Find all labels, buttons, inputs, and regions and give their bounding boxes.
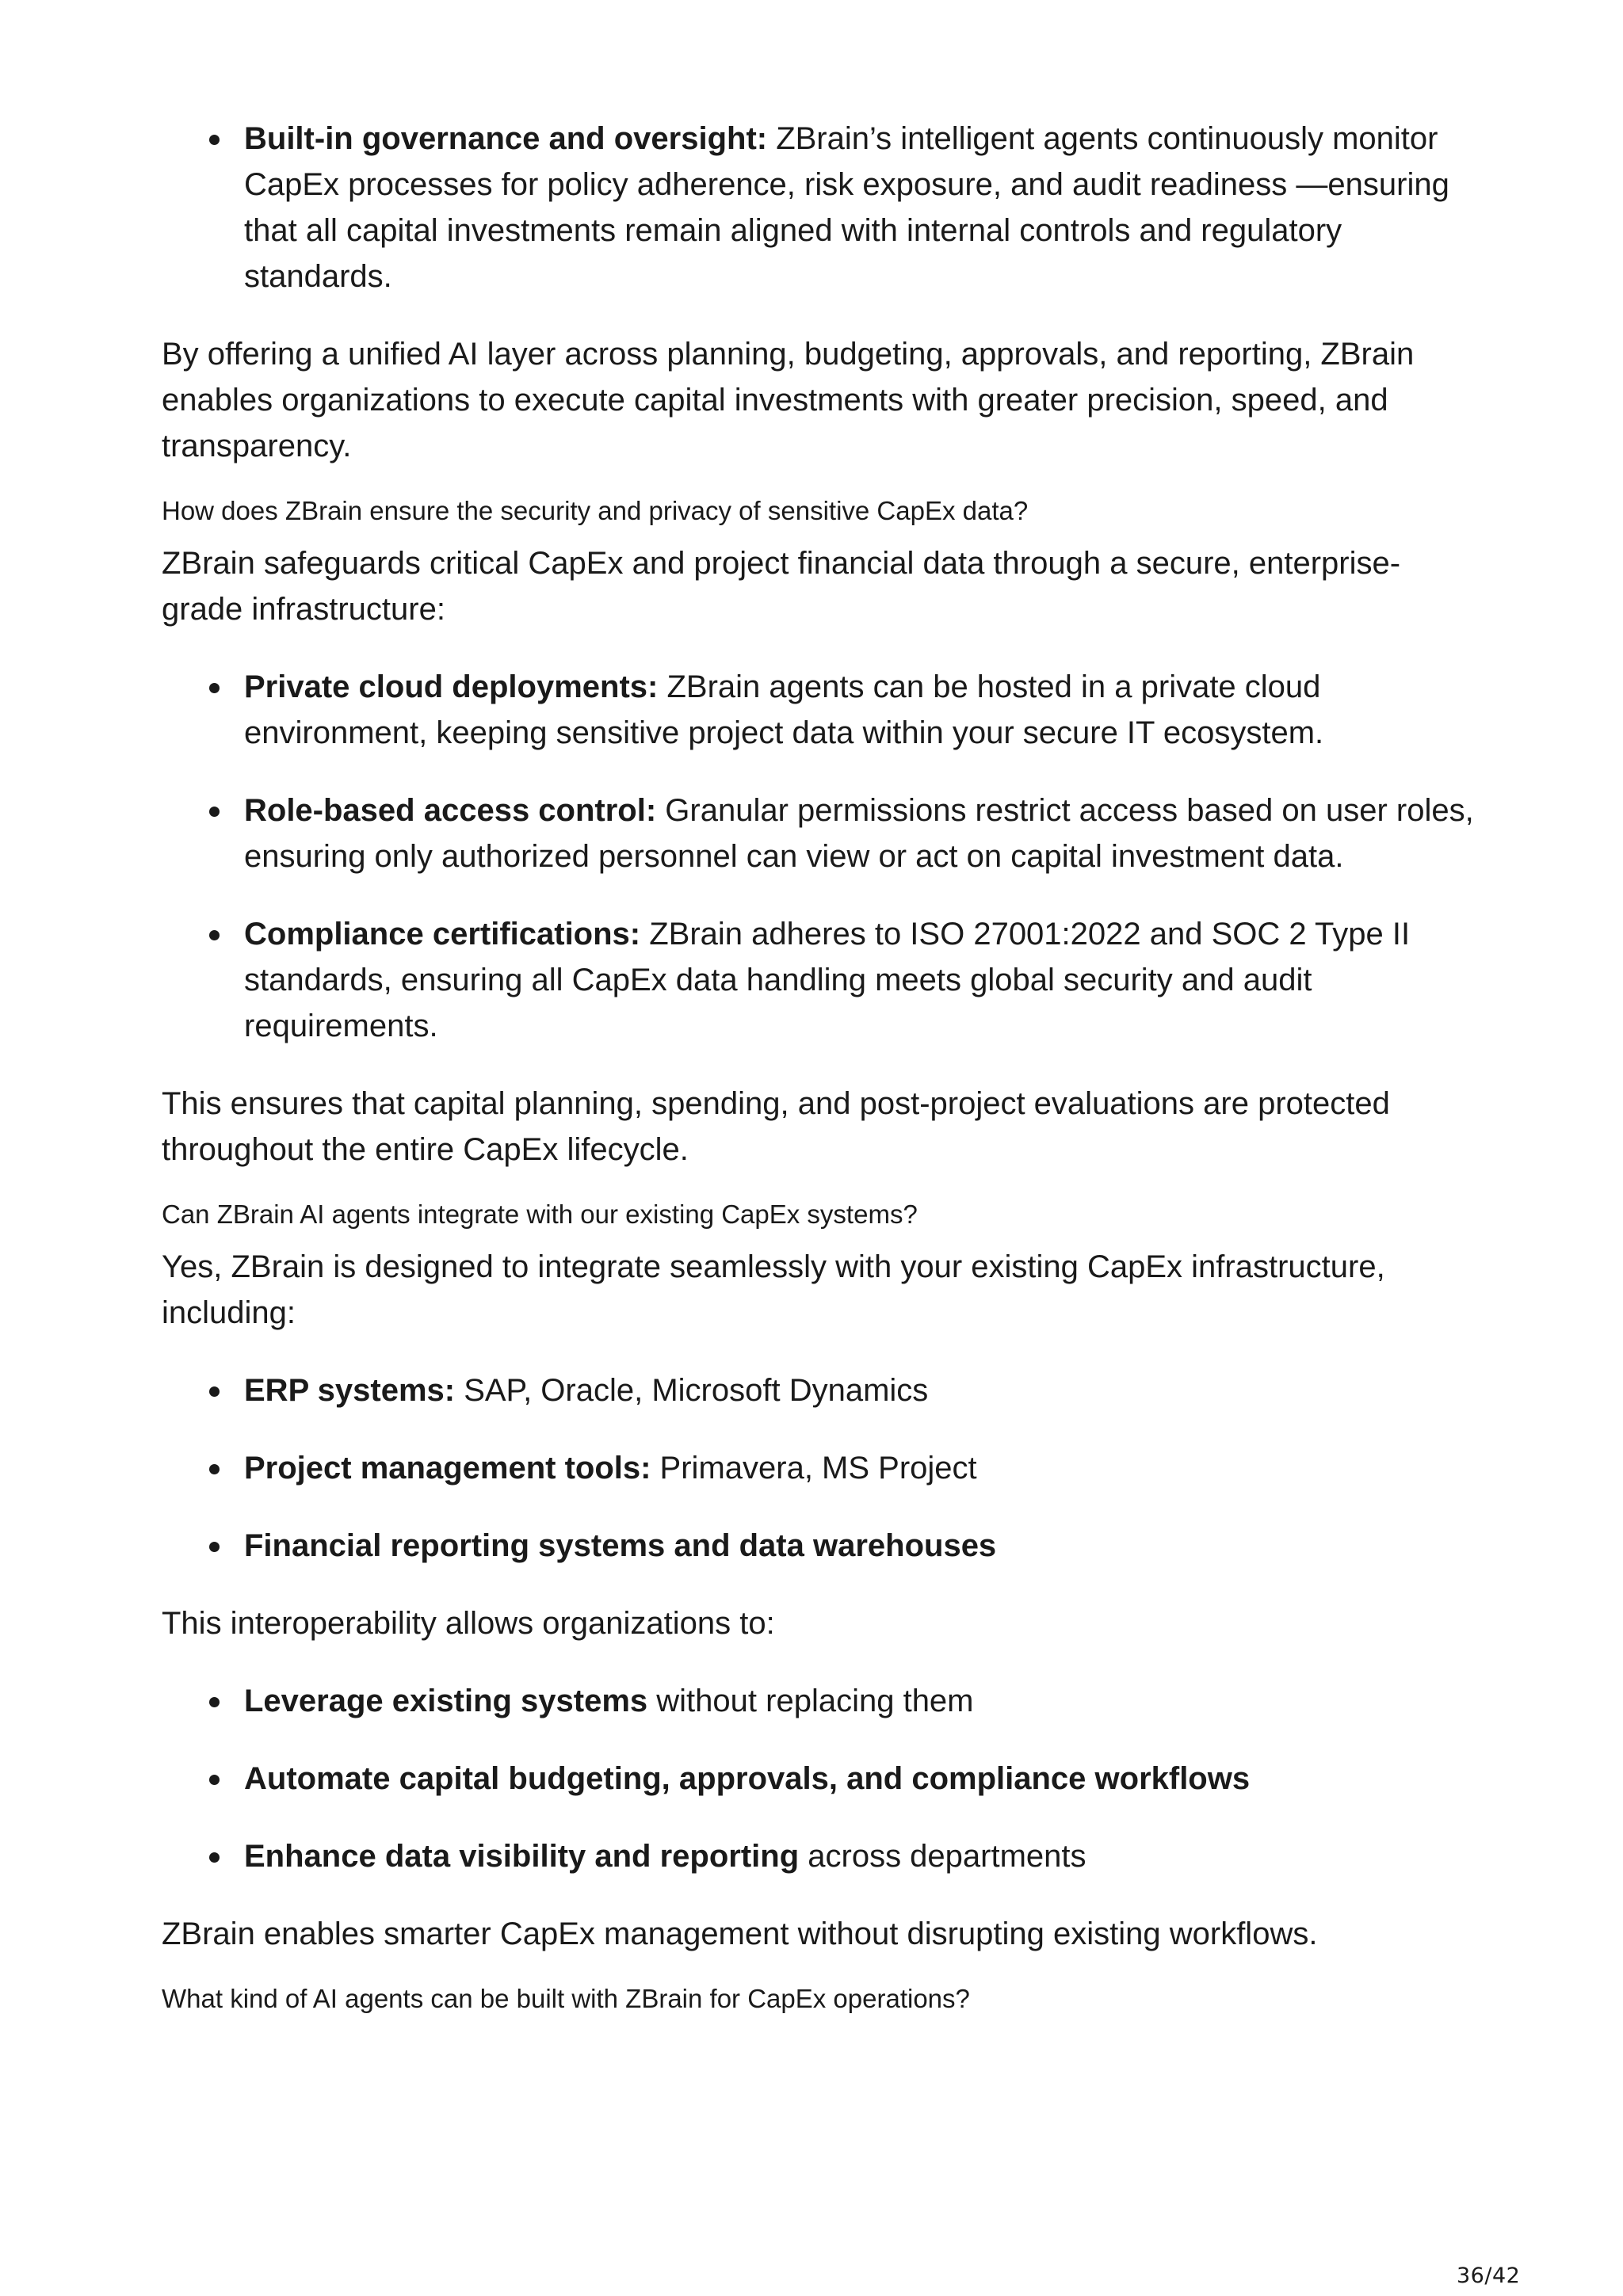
list-item-bold: Role-based access control: xyxy=(244,793,657,828)
list-item-bold: Enhance data visibility and reporting xyxy=(244,1839,800,1874)
integration-list xyxy=(162,1367,1477,1569)
list-item-bold: Compliance certifications: xyxy=(244,917,641,952)
governance-list xyxy=(162,116,1477,299)
list-item-bold: Automate capital budgeting, approvals, and compliance workflows xyxy=(244,1761,1251,1796)
list-item xyxy=(162,1833,1477,1879)
faq-question-agents: What kind of AI agents can be built with ZBrain for CapEx operations? xyxy=(162,1984,970,2013)
list-item xyxy=(162,1678,1477,1724)
integration-closing: ZBrain enables smarter CapEx management without disrupting existing workflows. xyxy=(162,1917,1318,1951)
list-item-bold: Private cloud deployments: xyxy=(244,669,659,704)
list-item xyxy=(162,116,1477,299)
list-item-text: ZBrain adheres to ISO 27001:2022 and SOC 2 Type II standards, ensuring all CapEx data handling meets global security and audit requirements. xyxy=(244,917,1411,1043)
faq-question-integration: Can ZBrain AI agents integrate with our existing CapEx systems? xyxy=(162,1199,918,1229)
security-list xyxy=(162,664,1477,1049)
list-item-text: SAP, Oracle, Microsoft Dynamics xyxy=(455,1373,929,1408)
list-item-bold: Project management tools: xyxy=(244,1451,651,1486)
interop-list xyxy=(162,1678,1477,1879)
page-number: 36/42 xyxy=(1457,2264,1521,2288)
list-item-text: Primavera, MS Project xyxy=(651,1451,977,1486)
list-item-text: ZBrain agents can be hosted in a private cloud environment, keeping sensitive project data within your secure IT ecosystem. xyxy=(244,669,1324,750)
list-item xyxy=(162,1445,1477,1491)
document-page xyxy=(162,111,1477,2016)
list-item xyxy=(162,911,1477,1049)
list-item xyxy=(162,1367,1477,1413)
list-item-bold: ERP systems: xyxy=(244,1373,456,1408)
list-item-text: across departments xyxy=(799,1839,1086,1874)
security-intro: ZBrain safeguards critical CapEx and project financial data through a secure, enterprise-grade infrastructure: xyxy=(162,546,1401,627)
integration-intro: Yes, ZBrain is designed to integrate seamlessly with your existing CapEx infrastructure, including: xyxy=(162,1249,1385,1330)
list-item-bold: Leverage existing systems xyxy=(244,1684,648,1718)
list-item-text: Granular permissions restrict access based on user roles, ensuring only authorized personnel can view or act on capital investment data. xyxy=(244,793,1474,874)
faq-question-security: How does ZBrain ensure the security and privacy of sensitive CapEx data? xyxy=(162,496,1029,525)
summary-paragraph: By offering a unified AI layer across planning, budgeting, approvals, and reporting, ZBrain enables organizations to execute capital investments with greater precision, speed, and transparency. xyxy=(162,337,1415,463)
interop-intro: This interoperability allows organizations to: xyxy=(162,1606,775,1641)
list-item-text: ZBrain’s intelligent agents continuously monitor CapEx processes for policy adherence, risk exposure, and audit readiness —ensuring that all capital investments remain aligned with internal controls and regulatory standards. xyxy=(244,121,1449,294)
list-item xyxy=(162,664,1477,756)
security-closing: This ensures that capital planning, spending, and post-project evaluations are protected throughout the entire CapEx lifecycle. xyxy=(162,1086,1390,1167)
list-item-bold: Financial reporting systems and data warehouses xyxy=(244,1528,997,1563)
list-item xyxy=(162,788,1477,879)
list-item xyxy=(162,1523,1477,1569)
list-item-text: without replacing them xyxy=(647,1684,974,1718)
list-item-bold: Built-in governance and oversight: xyxy=(244,121,768,156)
list-item xyxy=(162,1756,1477,1802)
